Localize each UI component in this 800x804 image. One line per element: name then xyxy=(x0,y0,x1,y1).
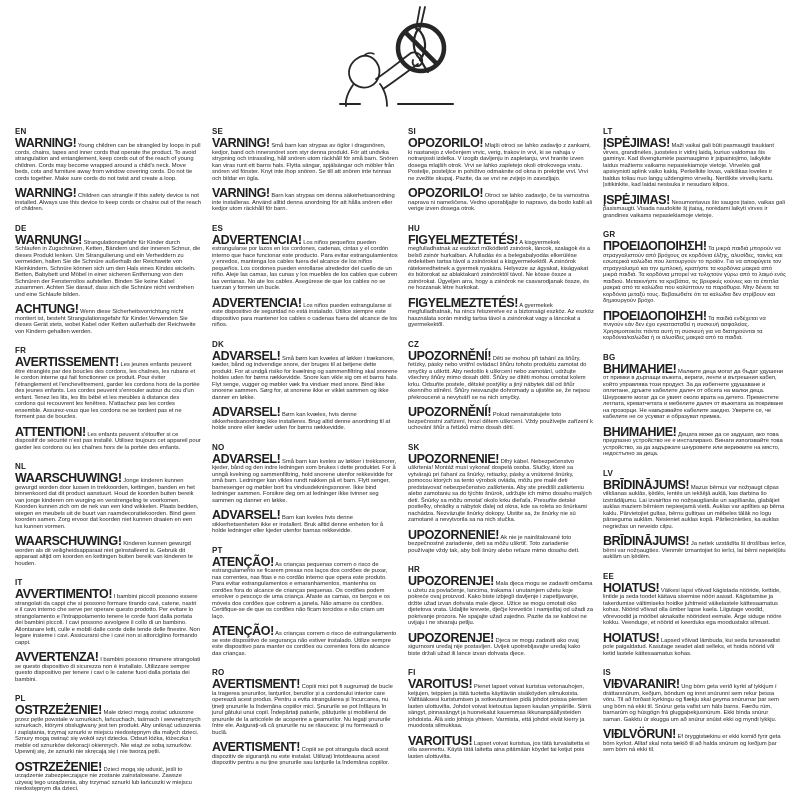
warning-paragraph xyxy=(408,232,594,292)
warning-paragraph xyxy=(603,679,787,723)
warning-paragraph xyxy=(603,580,787,627)
warning-text: A gyermekek megfulladhatnak, ha nincs felszerelve ez a biztonsági eszköz. Az eszköz használata során mindig tartsa távol a zsinórokat vagy a láncokat a gyermekektől. xyxy=(408,302,594,328)
warning-text: Jonge kinderen kunnen gewurgd worden door lussen in trekkoorden, kettingen, banden en het binnenkoord dat dit product aanstuurt. Houd de koorden buiten bereik van jonge kinderen om wurging en verstrengeling te voorkomen. Koorden kunnen zich om de nek van een kind wikkelen. Plaats bedden, wiegen en meubels uit de buurt van raamdecoratiekoorden. Bind geen koorden samen. Zorg ervoor dat koorden niet kunnen draaien en een lus kunnen vormen. xyxy=(15,478,199,530)
warning-word: ADVARSEL! xyxy=(212,348,281,363)
warning-text: Otroci se lahko zadavijo, če ta varnostna naprava ni nameščena. Vedno uporabljajte to napravo, da bodo kabli ali verige izven dosega otrok. xyxy=(408,193,593,212)
warning-paragraph xyxy=(408,451,594,524)
warning-paragraph xyxy=(15,424,201,452)
warning-word: OSTRZEŻENIE! xyxy=(15,703,102,717)
warning-paragraph xyxy=(408,348,594,402)
warning-paragraph xyxy=(212,407,398,432)
warning-text: Dlhý kábel. Nebezpečenstvo uškrtenia! Montáž musí vykonať dospelá osoba. Slučky, ktoré sa vytvárajú pri ťahaní za šnúrky, retiazky, pásky a vnútorné šnúrky, pomocou ktorých sa tento výrobok ovláda, môžu pre malé deti predstavovať nebezpečenstvo zaškrtenia. Aby ste predišli zaškrteniu alebo zamotaniu sa do týchto šnúrok, udržujte ich mimo dosahu malých detí. Šnúrky sa môžu omotať okolo krku dieťaťa. Presuňte detské postieľky, ohrádky a nábytok ďalej od okna, kde sa roleta so šnúrkami nachádza. Nezväzujte šnúrky dokopy. Uistite sa, že šnúrky nie sú zamotané a nevytvorila sa na nich slučka. xyxy=(408,458,592,523)
language-section-hu xyxy=(408,224,594,329)
warning-word: ATENÇÃO! xyxy=(212,554,274,569)
warning-word: ATENÇÃO! xyxy=(212,624,274,638)
warning-word: VARNING! xyxy=(212,186,270,200)
language-code: IS xyxy=(603,668,611,677)
warning-text: Maži vaikai gali būti pasmaugti traukiant virves, grandinėles, juosteles ir vidinį laidą, kuriuo valdomas šis gaminys. Kad išvengtumėte pasmaugimo ir įsipainiojimo, laikykite laidus mažiems vaikams nepasiekiamoje vietoje. Virvelės gali apsivynioti aplink vaiko kaklą. Perkelkite lovas, vaikiškas loveles ir baldus toliau nuo langų uždengimo virvelių. Neriškite virvelių kartu. Įsitikinkite, kad laidai nesisuka ir nesudaro kilpos. xyxy=(603,143,774,188)
warning-paragraph xyxy=(15,304,201,335)
warning-text: Pokud nenainstalujete toto bezpečnostní zařízení, hrozí dětem uškrcení. Vždy používejte zařízení k uchování šňůr a řetízků mimo dosah dětí. xyxy=(408,412,593,431)
warning-word: WARNING! xyxy=(15,136,77,150)
language-code: CZ xyxy=(408,339,420,349)
language-code: SI xyxy=(408,127,416,136)
warning-word: VIÐVARANIR! xyxy=(603,677,680,691)
language-section-is xyxy=(603,668,787,754)
warning-paragraph xyxy=(212,138,398,182)
warning-paragraph xyxy=(408,407,594,432)
language-section-ro xyxy=(212,668,398,767)
warning-text: Τα μικρά παιδιά μπορούν να στραγγαλιστούν από βρόχους σε κορδόνια έλξης, αλυσίδες, ταινίες και εσωτερικά καλώδια που λειτουργούν το προϊόν. Για να αποφύγετε τον στραγγαλισμό και την εμπλοκή, κρατήστε τα κορδόνια μακριά από μικρά παιδιά. Τα κορδόνια μπορεί να τυλιχτούν γύρω από το λαιμό ενός παιδιού. Μετακινήστε τα κρεβάτια, τις βρεφικές κούνιες και τα έπιπλα μακριά από τα καλώδια που καλύπτουν τα παράθυρα. Μην δένετε τα κορδόνια μεταξύ τους. Βεβαιωθείτε ότι τα καλώδια δεν στρίβουν και δημιουργούν βρόχο. xyxy=(603,246,786,304)
warning-word: ΠΡΟΕΙΔΟΠΟΙΗΣΗ! xyxy=(603,239,707,253)
language-section-nl xyxy=(15,462,201,567)
warning-text: Les enfants peuvent s'étouffer si ce dispositif de sécurité n'est pas installé. Utilisez toujours cet appareil pour garder les cordons ou les chaînes hors de la portée des enfants. xyxy=(15,431,201,451)
warning-text: Väikesi lapsi võivad kägistada nööride, kettide, lintide ja seda toodet käitava sisemise nööri aasad. Kägistamise ja takerdumise vältimiseks hoidke juhtmeid väikelastele kättesaamatus kohas. Nöörid võivad olla ümber lapse kaela. Liigutage voodid, võrevoodid ja mööbel aknakatte nööridest eemale. Ärge siduge nööre kokku. Veenduge, et nöörid ei keerduks ega moodustaks silmust. xyxy=(603,587,782,626)
warning-text: Ja netiek uzstādīta šī drošības ierīce, bērni var nožņaugties. Vienmēr izmantojiet šo ierīci, lai bērni nepiekļūtu auklām un ķēdēm. xyxy=(603,541,787,560)
language-code: SK xyxy=(408,442,420,452)
warning-text: Nesumontavus šio saugos įtaiso, vaikas gali pasismaugti. Visada naudokite šį įtaisą, norėdami laikyti virves ir grandines vaikams nepasiekiamoje vietoje. xyxy=(603,199,785,219)
warning-text: Mala djeca mogu se zadaviti omčama u užetu za povlačenje, lancima, trakama i unutarnjem užetu koje pokreće ovaj proizvod. Kako biste izbjegli davljenje i zapetljavanje, držite užad izvan dohvata male djece. Užice se mogu omotati oko djetetova vrata. Udaljite krevete, dječje krevetiće i namještaj od užadi za pokrivanje prozora. Ne spajajte užad zajedno. Pazite da se kablovi ne uvijaju i ne stvaraju petlju. xyxy=(408,581,593,626)
warning-text: Barn kan strypas om denna säkerhetsanordning inte installeras. Använd alltid denna anordning för att hålla snören eller kedjor utom räckhåll för barn. xyxy=(212,193,395,212)
warning-paragraph xyxy=(212,232,398,292)
language-section-pl xyxy=(15,694,201,793)
warning-text: Kinderen kunnen gewurgd worden als dit veiligheidsapparaat niet geïnstalleerd is. Gebruik dit apparaat altijd om koorden en kettingen buiten bereik van kinderen te houden. xyxy=(15,541,193,567)
warning-word: VIÐLVÖRUN! xyxy=(603,727,676,741)
warning-text: I bambini piccoli possono essere strangolati da cappi che si possono formare tirando cavi, catene, nastri e il cavo interno che serve per operare questo prodotto. Per evitare lo strangolamento e l'intrappolamento tenere le corde fuori dalla portata dei bambini piccoli. I cavi possono avvolgere il collo di un bambino. Allontanare letti, culle e mobili dalle corde delle tende delle finestre. Non legare insieme i cavi. Assicurarsi che i cavi non si attorciglino formando cappi. xyxy=(15,594,200,646)
warning-word: ĮSPĖJIMAS! xyxy=(603,136,670,150)
column-3 xyxy=(408,127,594,771)
warning-text: Lapset voivat kuristua, jos tätä turvalaitetta ei olla asennettu. Käytä tätä laitetta aina pitämään köydet tai ketjut pois lasten ulottuvilta. xyxy=(408,740,590,760)
warning-word: UPOZORNĚNÍ! xyxy=(408,348,492,363)
warning-paragraph xyxy=(408,733,594,761)
warning-text: Τα παιδιά ενδέχεται να πνιγούν εάν δεν έχει εγκατασταθεί η συσκευή ασφαλείας. Χρησιμοποιείτε πάντα αυτή τη συσκευή για να διατηρούνται τα κορδόνια/καλώδια ή οι αλυσίδες μακριά από τα παιδιά. xyxy=(603,315,766,341)
warning-text: I bambini possono rimanere strangolati se questo dispositivo di sicurezza non è installato. Utilizzare sempre questo dispositivo per tenere i cavi o le catene fuori dalla portata dei bambini. xyxy=(15,657,201,683)
warning-word: WARNUNG! xyxy=(15,232,82,247)
warning-word: UPOZORNENIE! xyxy=(408,451,500,466)
warning-text: Mazus bērnus var nožņaugt cilpas vilkšanas auklās, ķēdēs, lentēs un iekšējā auklā, kas darbina šo izstrādājumu. Lai izvairītos no nožņaugšanās un sapīšanās, glabājiet auklas maziem bērniem nepieejamā vietā. Auklas var aptīties ap bērna kaklu. Pārvietojiet gultas, bērnu gultiņas un mēbeles tālāk no logu pārseguma auklām. Nesieniet auklas kopā. Pārliecinieties, ka auklas negriežas un neveido cilpu. xyxy=(603,484,785,530)
language-code: LT xyxy=(603,127,613,136)
warning-text: Ef öryggistækinu er ekki komið fyrir geta börn kyrkst. Alltaf skal nota tækið til að halda snúrum og keðjum þar sem börn ná ekki til. xyxy=(603,734,781,753)
language-section-fi xyxy=(408,668,594,760)
warning-word: HOIATUS! xyxy=(603,630,660,645)
warning-word: ĮSPĖJIMAS! xyxy=(603,192,670,207)
warning-word: VAROITUS! xyxy=(408,677,473,691)
warning-word: ADVARSEL! xyxy=(212,508,281,522)
language-section-fr xyxy=(15,346,201,451)
language-section-lv xyxy=(603,469,787,561)
warning-paragraph xyxy=(212,554,398,621)
warning-paragraph xyxy=(212,510,398,535)
language-code: SE xyxy=(212,127,224,136)
warning-word: UPOZORENJE! xyxy=(408,630,494,645)
child-reaching-cord-prohibition-icon xyxy=(320,4,490,126)
warning-word: WARNING! xyxy=(15,186,77,200)
warning-paragraph xyxy=(603,361,787,421)
language-section-es xyxy=(212,224,398,329)
warning-text: Copiii se pot strangula dacă acest dispozitiv de siguranță nu este instalat. Utilizați întotdeauna acest dispozitiv pentru a nu ține șnururile sau lanțurile la îndemâna copiilor. xyxy=(212,747,390,766)
language-code: BG xyxy=(603,352,616,362)
warning-text: A kisgyermekek megfulladhatnak az eszközt működtető zsinórok, láncok, szalagok és a belső zsinór hurkaiban. A fulladás és a belegabalyodás elkerülése érdekében tartsa távol a zsinórokat a kisgyermekektől. A zsinórok rátekeredhetnek a gyermek nyakára. Helyezze az ágyakat, kiságyakat és bútorokat az ablaktakaró zsinóroktól távol. Ne kösse össze a zsinórokat. Ügyeljen arra, hogy a zsinórok ne csavarodjanak össze, és ne hozzanak létre hurkokat. xyxy=(408,239,591,291)
warning-paragraph xyxy=(212,188,398,213)
language-section-de xyxy=(15,224,201,336)
warning-paragraph xyxy=(15,357,201,421)
language-code: PL xyxy=(15,694,26,703)
warning-text: Ung börn geta verið kyrkt af lykkjum í dráttarsnúrum, keðjum, böndum og innri snúrunni sem rekur þessa vöru. Til að forðast kyrkingu og flækju skal geyma snúrurnar þar sem ung börn ná ekki til. Snúrur geta vafist um háls barns. Færðu rúm, barnarúm og húsgögn frá gluggaþekjusnúrum. Ekki binda snúrur saman. Gakktu úr skugga um að snúrur snúist ekki og myndi lykkju. xyxy=(603,684,779,723)
warning-paragraph xyxy=(603,630,787,658)
warning-text: Young children can be strangled by loops in pull cords, chains, tapes and inner cords that operate the product. To avoid strangulation and entanglement, keep cords out of the reach of young children. Cords may become wrapped around a child's neck. Move beds, cots and furniture away from window covering cords. Do not tie cords together. Make sure cords do not twist and create a loop. xyxy=(15,143,201,182)
language-code: FR xyxy=(15,346,27,355)
warning-text: Wenn diese Sicherheitsvorrichtung nicht montiert ist, besteht Strangulationsgefahr für Kinder.Verwenden Sie dieses Gerät stets, wobei Kabel oder Ketten außerhalb der Reichweite von Kindern gehalten werden. xyxy=(15,309,196,335)
language-section-dk xyxy=(212,340,398,432)
warning-word: VARNING! xyxy=(212,136,270,150)
language-section-sk xyxy=(408,443,594,555)
warning-text: Små barn kan strypas av öglor i dragsnören, kedjor, band och innersnöret som styr denna produkt. För att undvika strypning och intrassling, håll snören utom räckhåll för små barn. Snören kan viras runt ett barns hals. Flytta sängar, spjälsängar och möbler från snören vid fönster. Knyt inte ihop snören. Se till att snören inte tvinnas och bildar en ögla. xyxy=(212,143,398,182)
warning-text: Strangulationsgefahr für Kinder durch Schlaufen in Zugschnüren, Ketten, Bändern und der inneren Schnur, die dieses Produkt lenken. Um Strangulierung und ein Verheddern zu vermeiden, halten Sie die Schnüre außerhalb der Reichweite von Kleinkindern. Schnüre können sich um den Hals eines Kindes wickeln. Betten, Babybett und Möbel in einer sicheren Entfernung von den Schnüren der Fensterrollos aufstellen. Binden Sie keine Kabel zusammen. Achten Sie darauf, dass sich die Schnüre nicht verdrehen und eine Schlaufe bilden. xyxy=(15,239,201,298)
warning-text: Mlajši otroci se lahko zadavijo z zankami, ki nastanejo z vlečenjem vrvic, verig, trakov in vrvi, ki se nahaja v notranjosti izdelka. V izogib davljenju in zapletanju, vrvi hranite izven dosega mlajših otrok. Vrvi se lahko zapletejo okoli otrokovega vratu. Postelje, posteljice in pohištvo odmaknite od okna in prekrijte vrvi. Vrvi ne zvežite skupaj. Pazite, da se vrvi ne zvijejo in zavozljajo. xyxy=(408,143,591,182)
language-section-si xyxy=(408,127,594,213)
warning-word: ADVERTENCIA! xyxy=(212,295,302,310)
warning-paragraph xyxy=(212,348,398,402)
warning-paragraph xyxy=(15,705,201,756)
language-code: PT xyxy=(212,545,223,555)
warning-text: Djeca se mogu zadaviti ako ovaj sigurnosni uređaj nije postavljen. Uvijek upotrebljavajte uređaj kako biste držali užad ili lance izvan dohvata djece. xyxy=(408,637,581,657)
language-section-hr xyxy=(408,565,594,657)
warning-paragraph xyxy=(603,536,787,561)
warning-paragraph xyxy=(408,679,594,730)
warning-word: OSTRZEŻENIE! xyxy=(15,759,102,774)
warning-text: Dzieci mogą się udusić, jeśli to urządzenie zabezpieczające nie zostanie zainstalowane. Zawsze używaj tego urządzenia, aby trzymać sznurki lub łańcuszki w miejscu niedostępnym dla dzieci. xyxy=(15,766,192,792)
warning-text: Children can strangle if this safety device is not installed. Always use this device to keep cords or chains out of the reach of children. xyxy=(15,193,201,212)
warning-word: AVVERTIMENTO! xyxy=(15,587,113,601)
language-section-cz xyxy=(408,340,594,432)
language-section-it xyxy=(15,578,201,683)
warning-word: UPOZORENJE! xyxy=(408,574,494,588)
warning-word: ВНИМАНИЕ! xyxy=(603,424,677,439)
warning-paragraph xyxy=(603,308,787,342)
warning-text: Малките деца могат да бъдат удушени от примки в дърпащи въжета, вериги, ленти и вътрешния кабел, който управлява този продукт. За да избегнете удушаване и оплитане, дръжте кабелите далеч от обсега на малки деца. Шнуровете могат да се увият около врата на детето. Преместете леглата, креватчетата и мебелите далеч от въжетата за покриване на прозорци. Не навързвайте кабелите заедно. Уверете се, че кабелите не се усукват и образуват примка. xyxy=(603,368,784,420)
warning-text: Děti se mohou při tahání za šňůry, řetízky, pásky nebo vnitřní ovládací šňůru tohoto produktu zamotat do smyčky a uškrtit. Aby nedošlo k uškrcení nebo zamotání, udržujte všechny šňůry mimo dosah dětí. Šňůry se dítěti mohou omotat kolem krku. Odsuňte postele, dětské postýlky a jiný nábytek dál od šňůr okenního stínění. Šňůry nesvazujte dohromady a ujistěte se, že nejsou překroucené a nevytváří se na nich smyčky. xyxy=(408,355,590,401)
warning-paragraph xyxy=(603,729,787,754)
warning-text: Børn kan kvæles, hvis denne sikkerhedsanordning ikke installeres. Brug altid denne anordning til at holde snore eller kæder uden for børns rækkevidde. xyxy=(212,412,391,431)
language-section-gr xyxy=(603,230,787,342)
warning-word: FIGYELMEZTETÉS! xyxy=(408,295,518,310)
language-code: GR xyxy=(603,230,616,239)
warning-word: AVERTISMENT! xyxy=(212,677,301,691)
warning-text: Децата може да се задушат, ако това предпазно устройство не е инсталирано. Винаги използвайте това устройство, за да задържате шнуровете или верижките на място, недостъпно за деца. xyxy=(603,431,783,457)
warning-paragraph xyxy=(408,188,594,213)
column-2 xyxy=(212,127,398,778)
language-code: FI xyxy=(408,668,416,677)
warning-paragraph xyxy=(603,241,787,305)
warning-paragraph xyxy=(212,451,398,505)
warning-text: Barn kan kveles hvis denne sikkerhetsenheten ikke er installert. Bruk alltid denne enheten for å holde ledninger eller kjeder utenfor barnas rekkevidde. xyxy=(212,515,384,534)
warning-paragraph xyxy=(408,527,594,555)
language-code: HR xyxy=(408,565,420,574)
language-code: RO xyxy=(212,668,225,677)
warning-word: ADVERTENCIA! xyxy=(212,232,302,247)
warning-paragraph xyxy=(15,138,201,182)
warning-paragraph xyxy=(408,138,594,182)
language-code: NO xyxy=(212,442,225,452)
language-section-pt xyxy=(212,546,398,658)
language-code: HU xyxy=(408,223,420,233)
warning-paragraph xyxy=(15,473,201,530)
warning-word: ADVARSEL! xyxy=(212,451,281,466)
warning-paragraph xyxy=(408,630,594,658)
warning-text: Los niños pequeños pueden estrangularse por lazos en los cordones, cadenas, cintas y el cordón interno que hace funcionar este producto. Para evitar estrangulamientos y enredos, mantenga los cables fuera del alcance de los niños pequeños. Los cordones pueden enrollarse alrededor del cuello de un niño. Aleje las camas, las cunas y los muebles de los cables que cubren las ventanas. No ate los cables. Asegúrese de que los cables no se tuerzan y formen un bucle. xyxy=(212,239,398,291)
warning-paragraph xyxy=(603,477,787,531)
warning-paragraph xyxy=(408,576,594,627)
warning-word: UPOZORNĚNÍ! xyxy=(408,405,492,419)
warning-word: ATTENTION! xyxy=(15,424,86,439)
language-code: LV xyxy=(603,468,614,478)
warning-text: As crianças correm o risco de estrangulamento se este dispositivo de segurança não estiver instalado. Utilize sempre este dispositivo para manter os cordões ou correntes fora do alcance das crianças. xyxy=(212,631,397,657)
warning-paragraph xyxy=(15,232,201,299)
language-code: IT xyxy=(15,578,23,587)
warning-text: Små børn kan kvæles af løkker i træksnore, kæder, bånd og indvendige snore, der bruges til at betjene dette produkt. For at undgå risiko for kvælning og sammenfiltring skal snorene holdes uden for børns rækkevidde. Snore kan vikle sig om et barns hals. Flyt senge, vugger og møbler væk fra vinduer med snore. Bind ikke snorene sammen. Sørg for, at snorene ikke er viklet sammen og ikke danner en løkke. xyxy=(212,355,398,401)
column-1 xyxy=(15,127,201,804)
warning-text: Lapsed võivad lämbuda, kui seda turvaseadist pole paigaldatud. Kasutage seadet alati selleks, et hoida nöörid või ketid lastele kättesaamatus kohas. xyxy=(603,637,780,657)
warning-word: AVVERTENZA! xyxy=(15,650,99,664)
warning-word: ADVARSEL! xyxy=(212,405,281,419)
warning-paragraph xyxy=(603,138,787,189)
warning-word: WAARSCHUWING! xyxy=(15,471,122,485)
warning-paragraph xyxy=(212,626,398,657)
language-section-se xyxy=(212,127,398,213)
warning-word: UPOZORNENIE! xyxy=(408,527,500,542)
warning-word: ACHTUNG! xyxy=(15,302,79,316)
column-4 xyxy=(603,127,787,765)
language-section-bg xyxy=(603,353,787,458)
warning-text: Les jeunes enfants peuvent être étranglés par des boucles des cordons, les chaînes, les rubans et le cordon interne qui fait fonctionner ce produit. Pour éviter l'étranglement et l'enchevêtrement, garder les cordons hors de la portée des jeunes enfants. Les cordes peuvent s'enrouler autour du cou d'un enfant. Tenez les lits, les lits bébé et les meubles à distance des cordons qui recouvrent les fenêtres. N'attachez pas les cordes ensemble. Assurez-vous que les cordons ne se tordent pas et ne forment pas de boucles. xyxy=(15,362,200,420)
warning-paragraph xyxy=(15,589,201,646)
warning-word: AVERTISMENT! xyxy=(212,740,301,754)
language-section-lt xyxy=(603,127,787,219)
warning-paragraph xyxy=(603,192,787,220)
warning-paragraph xyxy=(603,424,787,458)
warning-text: As crianças pequenas correm o risco de estrangulamento se ficarem presas nos laços dos cordões de puxar, nas correntes, nas fitas e no cordão interno que opera este produto. Para evitar estrangulamentos e emaranhamentos, mantenha os cordões fora do alcance de crianças pequenas. Os cordões podem envolver o pescoço de uma criança. Afaste as camas, os berços e os móveis dos cordões que cobrem a janela. Não amarre os cordões. Certifique-se de que os cordões não ficam torcidos e não criam um laço. xyxy=(212,561,390,620)
warning-text: Los niños pueden estrangularse si este dispositivo de seguridad no está instalado. Utilice siempre este dispositivo para mantener los cables o cadenas fuera del alcance de los niños. xyxy=(212,302,397,328)
language-section-no xyxy=(212,443,398,535)
language-section-en xyxy=(15,127,201,213)
warning-word: OPOZORILO! xyxy=(408,136,484,150)
warning-word: ΠΡΟΕΙΔΟΠΟΙΗΣΗ! xyxy=(603,308,707,323)
warning-word: WAARSCHUWING! xyxy=(15,534,122,548)
language-code: EN xyxy=(15,127,27,136)
warning-paragraph xyxy=(212,295,398,329)
language-code: NL xyxy=(15,462,27,471)
warning-text: Pienet lapset voivat kuristua vetonauhojen, ketjujen, teippien ja tätä tuotetta käyttävän sisäköyden silmukoista. Välttääksesi kuristumisen ja sotkeutumisen pidä johdot poissa pienten lasten ulottuvilta. Johdot voivat kietoutua lapsen kaulan ympärille. Siirrä sängyt, pinnasängyt ja huonekalut kauemmas ikkunanpäällysteiden johdoista. Älä sido johtoja yhteen. Varmista, että johdot eivät kierry ja muodosta silmukkaa. xyxy=(408,684,592,729)
warning-text: Copiii mici pot fi sugrumați de bucle la tragerea șnururilor, lanțurilor, benzilor și a cordonului interior care operează acest produs. Pentru a evita strangularea și încurcarea, nu țineți șnururile la îndemâna copiilor mici. Șnururile se pot înfășura în jurul gâtului unui copil. Îndepărtați paturile, pătuțurile și mobilierul de șnururile de la articolele de acoperire a geamurilor. Nu legați șnururile între ele. Asigurați-vă că șnururile nu se răsucesc și nu formează o buclă. xyxy=(212,684,393,736)
warning-paragraph xyxy=(15,536,201,567)
warning-word: ВНИМАНИЕ! xyxy=(603,361,677,376)
warning-paragraph xyxy=(212,679,398,736)
warning-text: Małe dzieci mogą zostać uduszone przez pętle powstałe w sznurkach, łańcuchach, taśmach i wewnętrznych sznurkach, którymi obsługiwany jest ten produkt. Aby uniknąć uduszenia i zaplątania, trzymaj sznurki w miejscu niedostępnym dla małych dzieci. Sznury mogą owinąć się wokół szyi dziecka. Odsuń łóżka, łóżeczka i meble od sznurków dekoracji okiennych. Nie wiąż ze sobą sznurków. Upewnij się, że sznurki nie skręcają się i nie tworzą pętli. xyxy=(15,710,201,755)
warning-paragraph xyxy=(212,742,398,767)
language-code: ES xyxy=(212,223,224,233)
warning-word: HOIATUS! xyxy=(603,580,660,595)
warning-word: FIGYELMEZTETÉS! xyxy=(408,232,518,247)
warning-paragraph xyxy=(15,652,201,683)
warning-paragraph xyxy=(15,188,201,213)
warning-text: Små barn kan kveles av løkker i trekksnorer, kjeder, bånd og den indre ledningen som brukes i dette produktet. For å unngå kvelning og sammenfiltring, hold snorene utenfor rekkevidde for små barn. Ledninger kan vikles rundt nakken på et barn. Flytt senger, barnesenger og møbler bort fra vindusdekningssnorer. Ikke bind ledninger sammen. Forsikre deg om at ledninger ikke tvinner seg sammen og danner en løkke. xyxy=(212,458,397,504)
warning-word: BRĪDINĀJUMS! xyxy=(603,534,690,548)
warning-text: Ak nie je nainštalované toto bezpečnostné zariadenie, deti sa môžu uškrtiť. Toto zariadenie používajte vždy tak, aby boli šnúry alebo reťaze mimo dosahu detí. xyxy=(408,534,580,554)
warning-paragraph xyxy=(15,759,201,793)
warning-paragraph xyxy=(408,295,594,329)
warning-word: BRĪDINĀJUMS! xyxy=(603,477,690,492)
language-code: DK xyxy=(212,339,224,349)
language-code: EE xyxy=(603,571,615,581)
warning-word: AVERTISSEMENT! xyxy=(15,355,119,369)
language-code: DE xyxy=(15,223,27,233)
warning-word: VAROITUS! xyxy=(408,733,473,748)
warning-word: OPOZORILO! xyxy=(408,186,484,200)
language-section-ee xyxy=(603,572,787,658)
